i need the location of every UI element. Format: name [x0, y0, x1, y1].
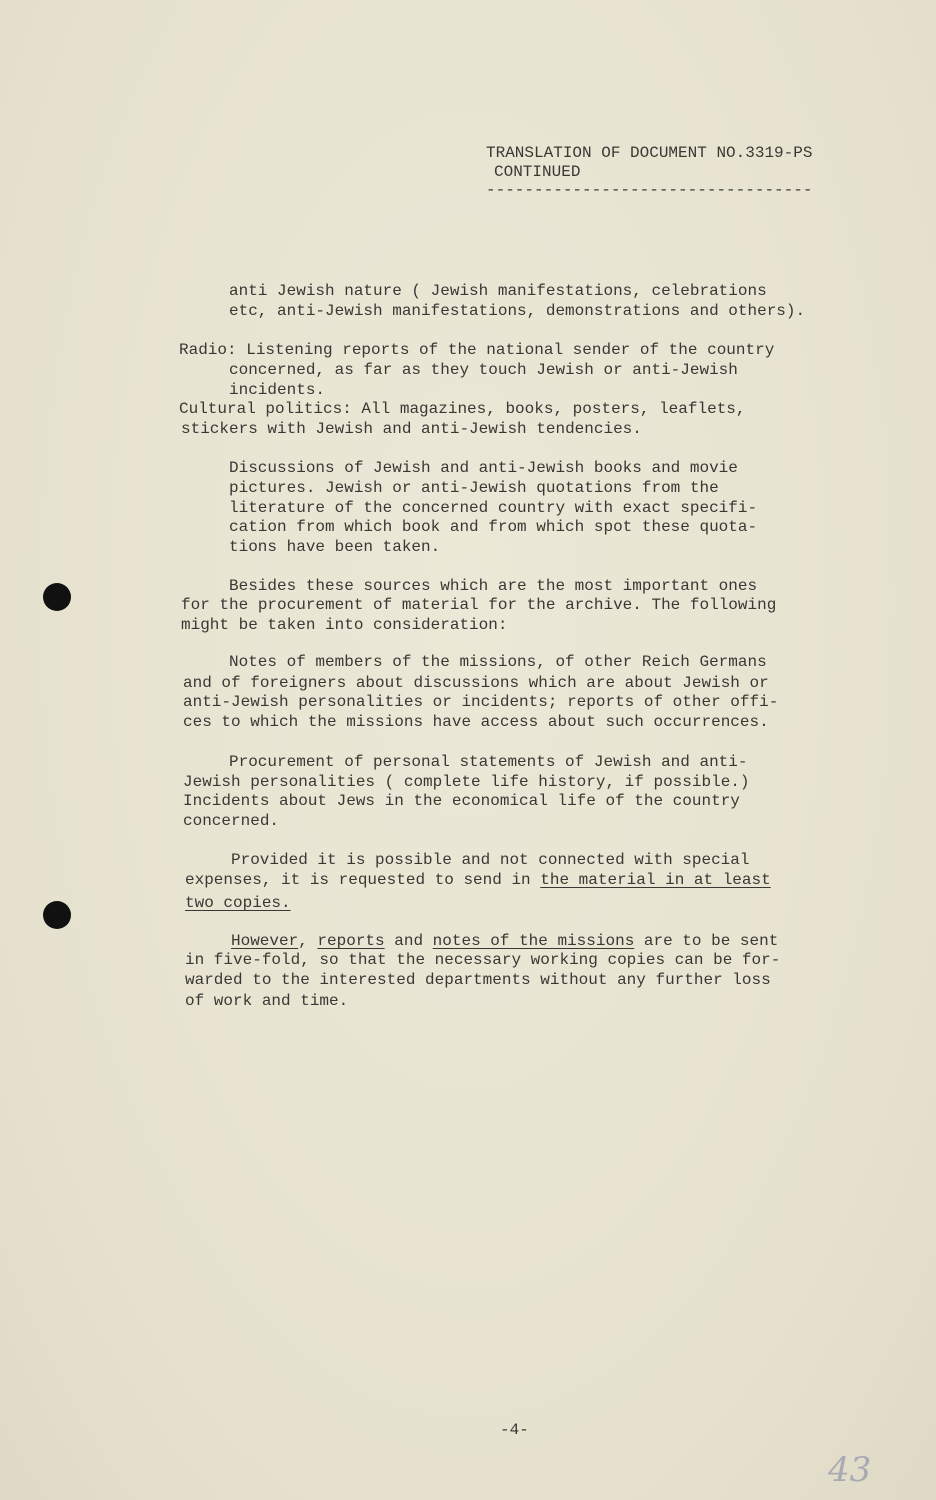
- text-line: might be taken into consideration:: [181, 616, 508, 634]
- text-line: warded to the interested departments without any further loss: [185, 971, 771, 989]
- text-line: concerned.: [183, 812, 280, 830]
- underlined-text: the material in at least: [540, 871, 771, 889]
- text-segment: and: [384, 932, 433, 950]
- document-subtitle: CONTINUED: [494, 163, 581, 181]
- text-line: cation from which book and from which spot these quota-: [229, 518, 758, 536]
- text-line: tions have been taken.: [229, 538, 441, 556]
- text-line: etc, anti-Jewish manifestations, demonstrations and others).: [229, 302, 806, 320]
- text-line: stickers with Jewish and anti-Jewish tendencies.: [181, 420, 642, 438]
- text-line: Provided it is possible and not connected with special: [231, 851, 750, 869]
- text-line: Jewish personalities ( complete life history, if possible.): [183, 773, 750, 791]
- text-line: incidents.: [229, 381, 326, 399]
- header-rule: ----------------------------------: [486, 181, 813, 199]
- text-line: Procurement of personal statements of Jewish and anti-: [229, 753, 748, 771]
- text-line: Besides these sources which are the most important ones: [229, 577, 758, 595]
- underlined-text: However: [231, 932, 299, 950]
- punch-hole: [43, 901, 71, 929]
- text-line: Notes of members of the missions, of other Reich Germans: [229, 653, 767, 671]
- text-line: anti-Jewish personalities or incidents; reports of other offi-: [183, 693, 779, 711]
- text-line: Cultural politics: All magazines, books, posters, leaflets,: [179, 400, 746, 418]
- text-line: of work and time.: [185, 992, 349, 1010]
- underlined-text: notes of the missions: [432, 932, 635, 950]
- text-line: Discussions of Jewish and anti-Jewish books and movie: [229, 459, 738, 477]
- text-line: Incidents about Jews in the economical life of the country: [183, 792, 740, 810]
- text-line: Radio: Listening reports of the national sender of the country: [179, 341, 775, 359]
- text-line: ces to which the missions have access about such occurrences.: [183, 713, 769, 731]
- text-segment: ,: [298, 932, 318, 950]
- text-line: concerned, as far as they touch Jewish or anti-Jewish: [229, 361, 738, 379]
- page-number: -4-: [500, 1421, 529, 1439]
- text-line: [185, 870, 771, 890]
- text-line: anti Jewish nature ( Jewish manifestations, celebrations: [229, 282, 767, 300]
- text-line: literature of the concerned country with exact specifi-: [229, 499, 758, 517]
- text-line: in five-fold, so that the necessary working copies can be for-: [185, 951, 781, 969]
- text-line: pictures. Jewish or anti-Jewish quotations from the: [229, 479, 719, 497]
- text-segment: are to be sent: [634, 932, 779, 950]
- punch-hole: [43, 583, 71, 611]
- text-line: and of foreigners about discussions which are about Jewish or: [183, 674, 769, 692]
- handwritten-page-number: 43: [828, 1450, 872, 1490]
- underlined-text: reports: [317, 932, 385, 950]
- underlined-text: two copies.: [185, 894, 291, 912]
- text-line: for the procurement of material for the archive. The following: [181, 596, 777, 614]
- text-segment: expenses, it is requested to send in: [185, 871, 541, 889]
- text-line: [231, 931, 778, 951]
- document-title: TRANSLATION OF DOCUMENT NO.3319-PS: [486, 144, 813, 162]
